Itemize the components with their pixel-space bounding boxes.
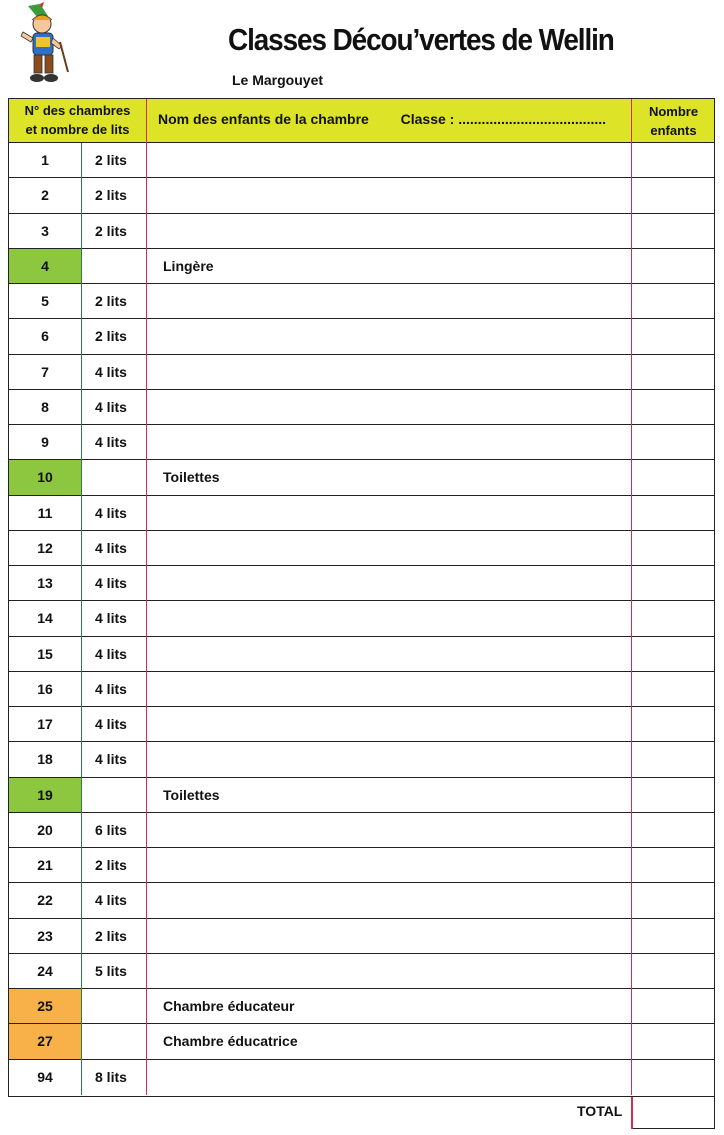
room-number: 3 [41,222,49,239]
room-number: 18 [37,751,53,768]
table-row [9,249,714,284]
bed-count: 4 lits [95,539,127,556]
room-number: 17 [37,716,53,733]
children-count-cell[interactable] [633,284,713,318]
header-names-label: Nom des enfants de la chambre [158,111,369,127]
room-number: 20 [37,821,53,838]
divider-names-count [631,99,632,1095]
children-count-cell[interactable] [633,954,713,988]
room-table [8,98,715,1097]
table-row [9,813,714,848]
room-number: 24 [37,962,53,979]
header-room-line2: et nombre de lits [25,122,130,137]
divider-beds-names [146,99,147,1095]
children-count-cell[interactable] [633,355,713,389]
bed-count: 5 lits [95,962,127,979]
room-number: 16 [37,680,53,697]
table-row [9,601,714,636]
bed-count: 2 lits [95,152,127,168]
room-number: 1 [41,152,49,168]
table-row [9,425,714,460]
bed-count: 2 lits [95,293,127,310]
children-count-cell[interactable] [633,143,713,177]
page-subtitle: Le Margouyet [232,72,324,88]
bed-count: 4 lits [95,363,127,380]
room-number: 7 [41,363,49,380]
children-count-cell[interactable] [633,1060,713,1095]
table-row [9,742,714,777]
children-count-cell[interactable] [633,813,713,847]
table-row [9,954,714,989]
header-room-column [9,101,146,139]
room-number: 23 [37,927,53,944]
table-row [9,707,714,742]
table-row [9,637,714,672]
bed-count: 4 lits [95,610,127,627]
bed-count: 4 lits [95,504,127,521]
bed-count: 2 lits [95,857,127,874]
table-row [9,566,714,601]
bed-count: 4 lits [95,645,127,662]
page-title: Classes Décou’vertes de Wellin [228,22,614,57]
room-number: 15 [37,645,53,662]
children-names-cell: Chambre éducatrice [163,1033,298,1050]
room-number: 27 [9,1024,81,1058]
table-row [9,919,714,954]
room-number: 9 [41,434,49,451]
bed-count: 8 lits [95,1068,127,1085]
header-class-field: Classe : ...................................... [400,111,607,127]
bed-count: 4 lits [95,680,127,697]
children-count-cell[interactable] [633,919,713,953]
children-count-cell[interactable] [633,425,713,459]
children-count-cell[interactable] [633,848,713,882]
table-row [9,848,714,883]
children-names-cell: Toilettes [163,786,220,803]
bed-count: 6 lits [95,821,127,838]
bed-count: 4 lits [95,434,127,451]
children-count-cell[interactable] [633,778,713,812]
room-number: 8 [41,398,49,415]
room-number: 94 [37,1068,53,1085]
children-count-cell[interactable] [633,742,713,776]
table-row [9,1060,714,1095]
bed-count: 4 lits [95,716,127,733]
table-row [9,355,714,390]
children-count-cell[interactable] [633,989,713,1023]
table-row [9,989,714,1024]
table-body [9,143,714,1095]
children-names-cell: Chambre éducateur [163,998,295,1015]
room-number: 10 [9,460,81,494]
bed-count: 4 lits [95,398,127,415]
children-count-cell[interactable] [633,214,713,248]
bed-count: 2 lits [95,927,127,944]
table-row [9,672,714,707]
table-row [9,284,714,319]
table-row [9,531,714,566]
children-count-cell[interactable] [633,601,713,635]
children-names-cell: Lingère [163,257,214,274]
bed-count: 2 lits [95,187,127,204]
header-count-column [633,102,714,140]
room-number: 12 [37,539,53,556]
header-count-line1: Nombre [648,104,699,119]
total-box-divider [631,1097,633,1129]
room-number: 22 [37,892,53,909]
table-row [9,319,714,354]
room-number: 6 [41,328,49,345]
children-count-cell[interactable] [633,566,713,600]
room-number: 4 [9,249,81,283]
total-label: TOTAL [577,1103,623,1119]
room-number: 21 [37,857,53,874]
children-names-cell: Toilettes [163,469,220,486]
header-room-line1: N° des chambres [24,103,131,118]
table-row [9,1024,714,1059]
children-count-cell[interactable] [633,319,713,353]
table-row [9,496,714,531]
room-number: 5 [41,293,49,310]
bed-count: 2 lits [95,222,127,239]
children-count-cell[interactable] [633,249,713,283]
table-row [9,390,714,425]
bed-count: 4 lits [95,892,127,909]
children-count-cell[interactable] [633,672,713,706]
room-number: 13 [37,575,53,592]
bed-count: 2 lits [95,328,127,345]
room-number: 11 [37,504,53,521]
children-count-cell[interactable] [633,883,713,917]
children-count-cell[interactable] [633,637,713,671]
header-names-column [158,111,606,127]
children-count-cell[interactable] [633,496,713,530]
table-row [9,214,714,249]
table-header [9,99,714,143]
children-count-cell[interactable] [633,460,713,494]
table-row [9,778,714,813]
total-input-box[interactable] [631,1097,715,1129]
children-count-cell[interactable] [633,707,713,741]
room-number: 14 [37,610,53,627]
mascot-logo-icon [18,2,70,86]
children-count-cell[interactable] [633,390,713,424]
table-row [9,178,714,213]
room-number: 19 [9,778,81,812]
divider-room-beds [81,143,82,1095]
bed-count: 4 lits [95,751,127,768]
header-count-line2: enfants [650,123,697,138]
room-number: 25 [9,989,81,1023]
table-row [9,143,714,178]
table-row [9,460,714,495]
table-row [9,883,714,918]
children-count-cell[interactable] [633,178,713,212]
bed-count: 4 lits [95,575,127,592]
room-number: 2 [41,187,49,204]
children-count-cell[interactable] [633,1024,713,1058]
children-count-cell[interactable] [633,531,713,565]
